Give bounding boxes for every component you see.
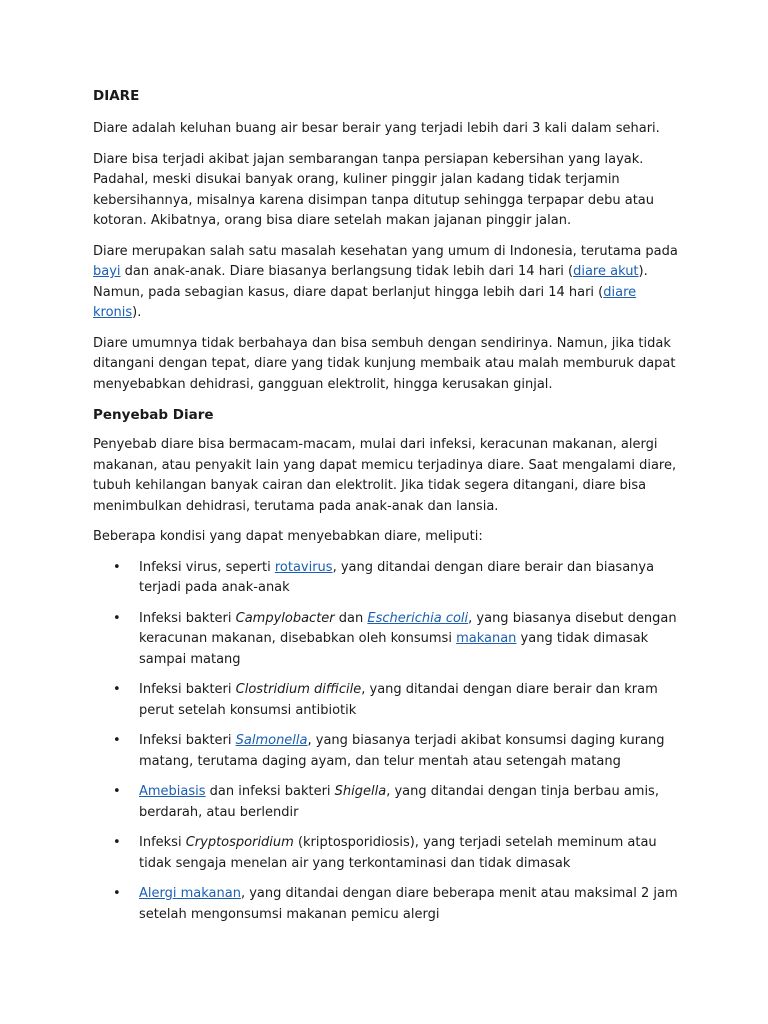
bullet: • (113, 835, 121, 850)
text: Infeksi bakteri (139, 682, 236, 697)
list-item (93, 782, 678, 823)
text: , yang ditandai dengan diare berair dan biasanya terjadi pada anak-anak (139, 559, 655, 595)
text: Infeksi (139, 835, 186, 850)
paragraph-conditions-intro: Beberapa kondisi yang dapat menyebabkan diare, meliputi: (93, 529, 483, 544)
paragraph-causes: Penyebab diare bisa bermacam-macam, mulai dari infeksi, keracunan makanan, alergi makanan, atau penyakit lain yang dapat memicu terjadinya diare. Saat mengalami diare, tubuh kehilangan banyak cairan dan elektrolit. Jika tidak segera ditangani, diare bisa menimbulkan dehidrasi, terutama pada anak-anak dan lansia. (93, 437, 677, 514)
text-italic: Shigella (334, 784, 387, 799)
text-italic: Campylobacter (235, 610, 335, 626)
text: ). (132, 305, 142, 320)
link-salmonella[interactable] (236, 733, 308, 748)
document-body (93, 86, 678, 925)
text: dan anak-anak. Diare biasanya berlangsung tidak lebih dari 14 hari ( (120, 264, 574, 279)
bullet: • (113, 886, 121, 901)
text: , yang biasanya disebut dengan keracunan makanan, disebabkan oleh konsumsi (139, 610, 677, 646)
text: dan infeksi bakteri (205, 784, 335, 799)
text: Infeksi virus, seperti (139, 559, 275, 575)
link-diare-akut[interactable]: diare akut (573, 264, 639, 279)
causes-list (93, 558, 678, 926)
list-item (93, 884, 678, 925)
list-item (93, 609, 678, 671)
link-escherichia-coli[interactable] (367, 611, 468, 626)
paragraph-street-food: Diare bisa terjadi akibat jajan sembarangan tanpa persiapan kebersihan yang layak. Padahal, meski disukai banyak orang, kuliner pinggir jalan kadang tidak terjamin kebersihannya, misalnya karena disimpan tanpa ditutup sehingga terpapar debu atau kotoran. Akibatnya, orang bisa diare setelah makan jajanan pinggir jalan. (93, 151, 655, 228)
section-title-penyebab: Penyebab Diare (93, 407, 214, 423)
link-bayi[interactable]: bayi (93, 264, 121, 279)
link-amebiasis[interactable]: Amebiasis (139, 784, 206, 799)
link-label: Salmonella (235, 733, 308, 748)
list-item (93, 731, 678, 772)
text: Infeksi bakteri (139, 733, 236, 748)
text: Infeksi bakteri (139, 610, 236, 626)
bullet: • (113, 733, 121, 748)
list-item (93, 680, 678, 721)
paragraph-dehydration: Diare umumnya tidak berbahaya dan bisa sembuh dengan sendirinya. Namun, jika tidak ditangani dengan tepat, diare yang tidak kunjung membaik atau malah memburuk dapat menyebabkan dehidrasi, gangguan elektrolit, hingga kerusakan ginjal. (93, 335, 676, 392)
text: , yang ditandai dengan diare beberapa menit atau maksimal 2 jam setelah mengonsumsi makanan pemicu alergi (139, 886, 678, 922)
bullet: • (113, 559, 121, 575)
text: (kriptosporidiosis), yang terjadi setelah meminum atau tidak sengaja menelan air yang terkontaminasi dan tidak dimasak (139, 835, 657, 871)
link-makanan[interactable]: makanan (456, 631, 517, 646)
text: , yang ditandai dengan diare berair dan kram perut setelah konsumsi antibiotik (139, 682, 658, 718)
link-diare-kronis[interactable]: diare kronis (93, 284, 637, 320)
link-alergi-makanan[interactable]: Alergi makanan (139, 886, 241, 901)
text: yang tidak dimasak sampai matang (139, 631, 649, 667)
text: Diare merupakan salah satu masalah kesehatan yang umum di Indonesia, terutama pada (93, 243, 678, 259)
bullet: • (113, 610, 121, 626)
bullet: • (113, 784, 121, 799)
link-label: Escherichia coli (367, 610, 469, 626)
page-title: DIARE (93, 88, 140, 104)
text: , yang biasanya terjadi akibat konsumsi daging kurang matang, terutama daging ayam, dan telur mentah atau setengah matang (139, 733, 665, 769)
intro-paragraph: Diare adalah keluhan buang air besar berair yang terjadi lebih dari 3 kali dalam sehari. (93, 121, 660, 136)
bullet: • (113, 682, 121, 697)
link-rotavirus[interactable]: rotavirus (274, 559, 333, 575)
text: ). Namun, pada sebagian kasus, diare dapat berlanjut hingga lebih dari 14 hari ( (93, 264, 648, 300)
text-italic: Cryptosporidium (185, 835, 294, 850)
text: dan (334, 610, 368, 626)
paragraph-indonesia (93, 242, 678, 324)
list-item (93, 558, 678, 599)
text-italic: Clostridium difficile (235, 682, 362, 697)
list-item (93, 833, 678, 874)
text: , yang ditandai dengan tinja berbau amis, berdarah, atau berlendir (139, 784, 659, 820)
